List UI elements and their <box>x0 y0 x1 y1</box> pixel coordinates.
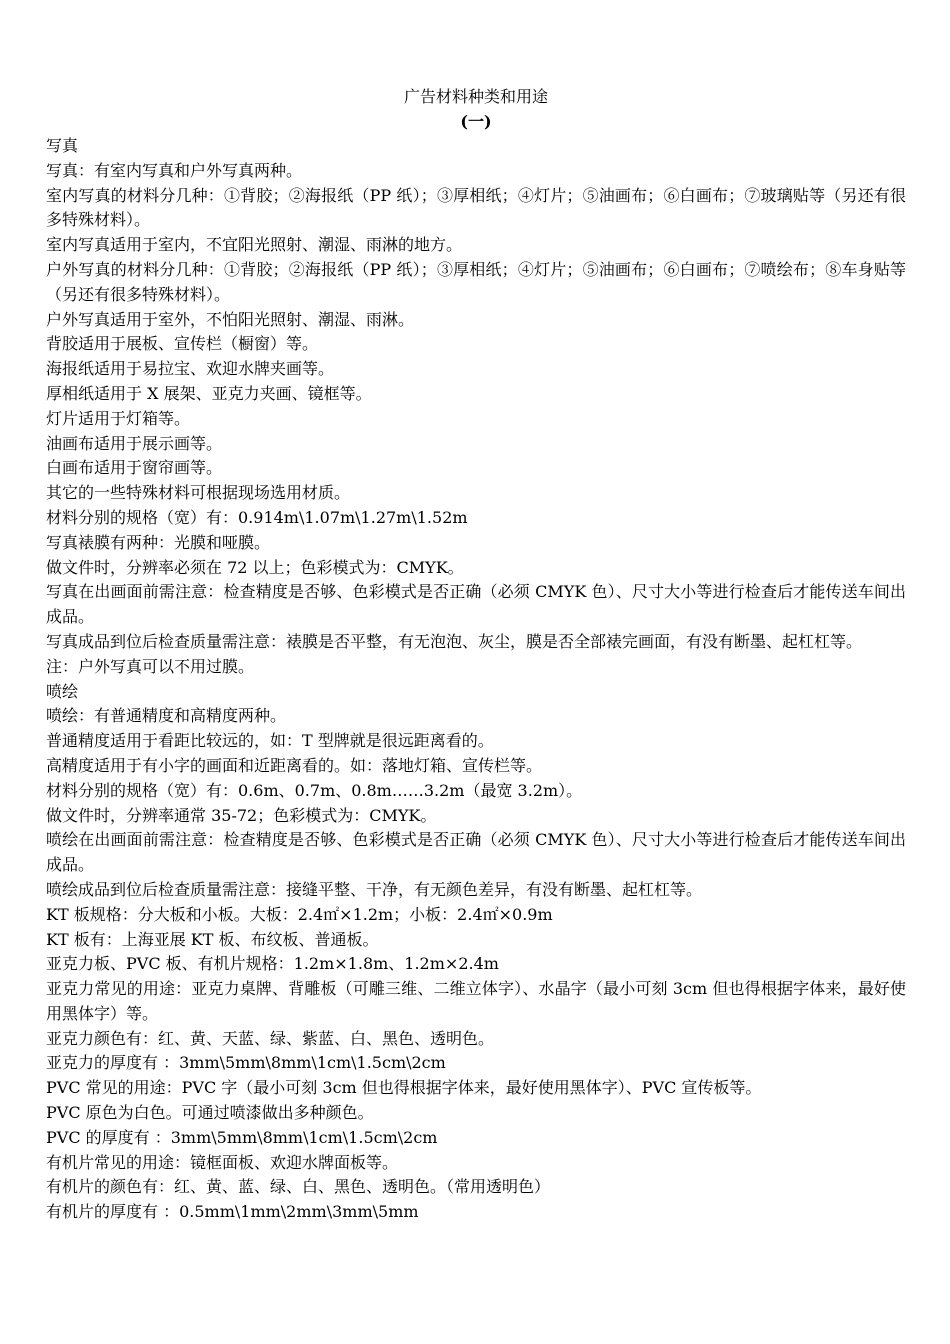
body-paragraph: 有机片的厚度有 ：0.5mm\1mm\2mm\3mm\5mm <box>46 1202 419 1222</box>
body-paragraph: 注：户外写真可以不用过膜。 <box>46 656 255 676</box>
body-paragraph: 喷绘 <box>46 681 79 701</box>
body-paragraph: 海报纸适用于易拉宝、欢迎水牌夹画等。 <box>46 359 335 379</box>
body-paragraph: 白画布适用于窗帘画等。 <box>46 458 223 478</box>
body-paragraph: KT 板规格：分大板和小板。大板：2.4㎡×1.2m；小板：2.4㎡×0.9m <box>46 904 553 924</box>
body-paragraph: 其它的一些特殊材料可根据现场选用材质。 <box>46 483 351 503</box>
body-paragraph: 背胶适用于展板、宣传栏（橱窗）等。 <box>46 334 319 354</box>
body-paragraph: 油画布适用于展示画等。 <box>46 433 223 453</box>
document-title: 广告材料种类和用途 <box>403 87 548 106</box>
body-paragraph: 亚克力常见的用途：亚克力桌牌、背雕板（可雕三维、二维立体字）、水晶字（最小可刻 3cm 但也得根据字体来，最好使用黑体字）等。 <box>46 979 906 1023</box>
body-paragraph: 写真成品到位后检查质量需注意：裱膜是否平整，有无泡泡、灰尘，膜是否全部裱完画面，有没有断墨、起杠杠等。 <box>46 631 863 651</box>
body-paragraph: 户外写真的材料分几种：①背胶；②海报纸（PP 纸）；③厚相纸；④灯片；⑤油画布；⑥白画布；⑦喷绘布；⑧车身贴等（另还有很多特殊材料）。 <box>46 259 906 304</box>
body-paragraph: 有机片常见的用途：镜框面板、欢迎水牌面板等。 <box>46 1152 399 1172</box>
body-paragraph: 材料分别的规格（宽）有：0.6m、0.7m、0.8m……3.2m（最宽 3.2m）。 <box>46 780 583 800</box>
body-paragraph: 写真在出画面前需注意：检查精度是否够、色彩模式是否正确（必须 CMYK 色）、尺寸大小等进行检查后才能传送车间出成品。 <box>46 582 906 627</box>
body-paragraph: 材料分别的规格（宽）有：0.914m\1.07m\1.27m\1.52m <box>46 507 468 527</box>
body-paragraph: 亚克力颜色有：红、黄、天蓝、绿、紫蓝、白、黑色、透明色。 <box>46 1028 495 1048</box>
body-paragraph: 写真：有室内写真和户外写真两种。 <box>46 160 303 180</box>
body-paragraph: PVC 的厚度有 ：3mm\5mm\8mm\1cm\1.5cm\2cm <box>46 1127 438 1147</box>
document-subtitle: (一) <box>460 112 492 131</box>
body-paragraph: 亚克力板、PVC 板、有机片规格：1.2m×1.8m、1.2m×2.4m <box>46 954 499 974</box>
body-paragraph: 有机片的颜色有：红、黄、蓝、绿、白、黑色、透明色。（常用透明色） <box>46 1177 551 1197</box>
body-paragraph: 喷绘成品到位后检查质量需注意：接缝平整、干净，有无颜色差异，有没有断墨、起杠杠等。 <box>46 879 703 899</box>
document-body <box>46 134 906 1225</box>
body-paragraph: 室内写真的材料分几种：①背胶；②海报纸（PP 纸）；③厚相纸；④灯片；⑤油画布；⑥白画布；⑦玻璃贴等（另还有很多特殊材料）。 <box>46 185 906 230</box>
body-paragraph: 室内写真适用于室内，不宜阳光照射、潮湿、雨淋的地方。 <box>46 235 463 255</box>
body-paragraph: KT 板有：上海亚展 KT 板、布纹板、普通板。 <box>46 929 379 949</box>
body-paragraph: 普通精度适用于看距比较远的，如：T 型牌就是很远距离看的。 <box>46 731 494 751</box>
body-paragraph: 喷绘：有普通精度和高精度两种。 <box>46 706 287 726</box>
body-paragraph: 亚克力的厚度有 ：3mm\5mm\8mm\1cm\1.5cm\2cm <box>46 1053 446 1073</box>
body-paragraph: 做文件时，分辨率必须在 72 以上；色彩模式为：CMYK。 <box>46 557 464 577</box>
body-paragraph: 厚相纸适用于 X 展架、亚克力夹画、镜框等。 <box>46 383 372 403</box>
body-paragraph: 高精度适用于有小字的画面和近距离看的。如：落地灯箱、宣传栏等。 <box>46 755 543 775</box>
body-paragraph: 灯片适用于灯箱等。 <box>46 408 191 428</box>
body-paragraph: 户外写真适用于室外，不怕阳光照射、潮湿、雨淋。 <box>46 309 415 329</box>
document-page <box>46 84 906 1225</box>
body-paragraph: 写真裱膜有两种：光膜和哑膜。 <box>46 532 271 552</box>
body-paragraph: PVC 原色为白色。可通过喷漆做出多种颜色。 <box>46 1103 374 1123</box>
body-paragraph: 做文件时，分辨率通常 35-72；色彩模式为：CMYK。 <box>46 805 437 825</box>
body-paragraph: 写真 <box>46 136 79 155</box>
body-paragraph: PVC 常见的用途：PVC 字（最小可刻 3cm 但也得根据字体来，最好使用黑体字）、PVC 宣传板等。 <box>46 1078 762 1098</box>
body-paragraph: 喷绘在出画面前需注意：检查精度是否够、色彩模式是否正确（必须 CMYK 色）、尺寸大小等进行检查后才能传送车间出成品。 <box>46 830 906 875</box>
